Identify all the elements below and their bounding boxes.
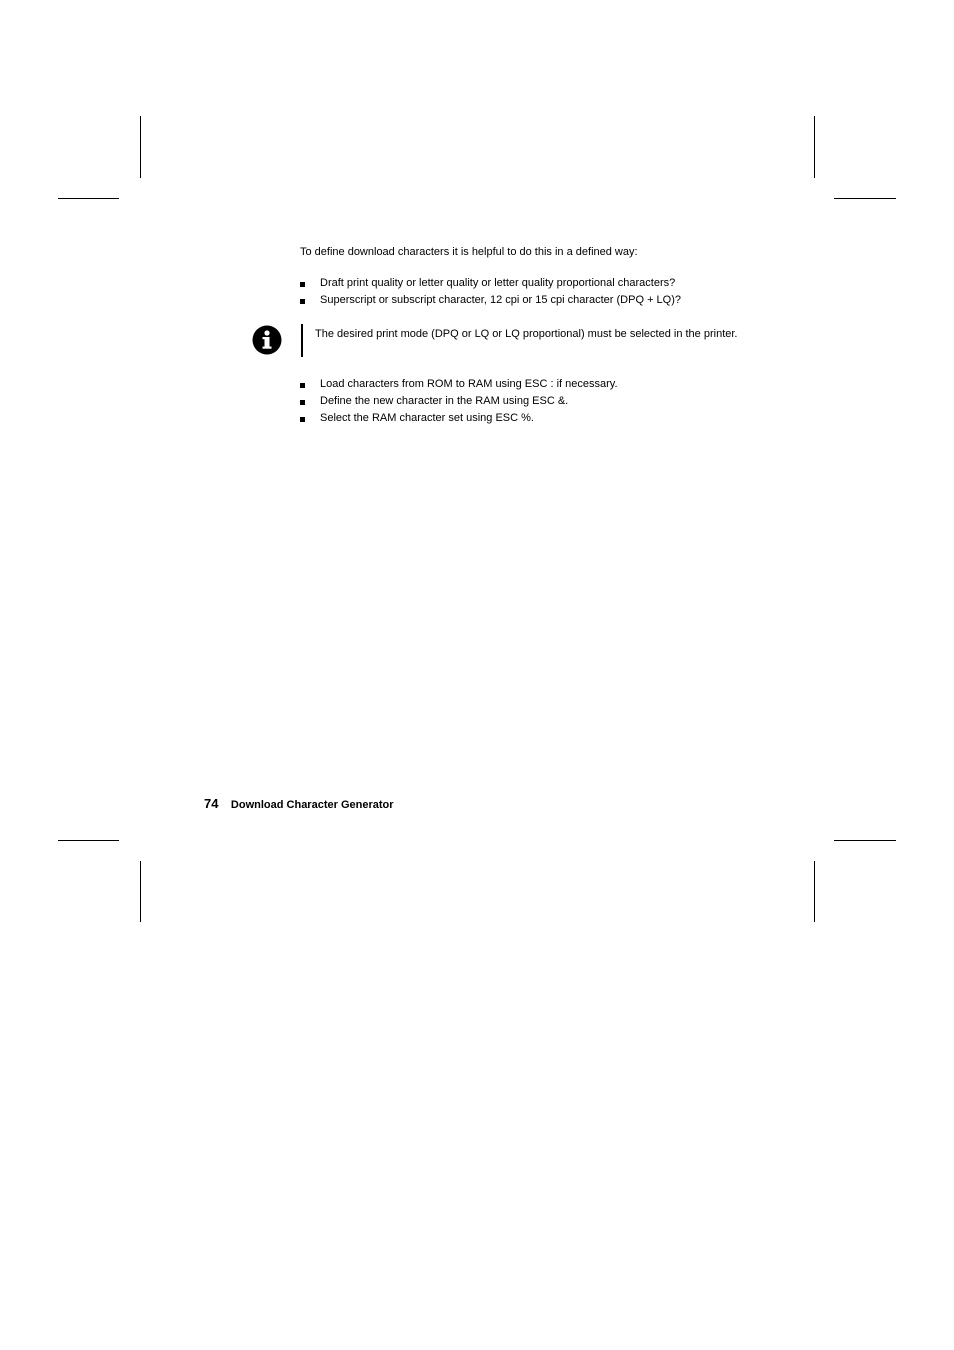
crop-mark-top-right-horizontal	[834, 198, 896, 199]
list-item-text: Load characters from ROM to RAM using ESC : if necessary.	[320, 378, 618, 390]
note-divider	[301, 324, 303, 357]
list-item	[300, 275, 681, 292]
list-item	[300, 292, 681, 309]
procedure-list	[300, 376, 618, 427]
bullet-square-icon	[300, 400, 305, 405]
intro-paragraph: To define download characters it is helpful to do this in a defined way:	[300, 246, 638, 258]
list-item-text: Draft print quality or letter quality or letter quality proportional characters?	[320, 277, 676, 289]
note-text: The desired print mode (DPQ or LQ or LQ proportional) must be selected in the printer.	[315, 328, 738, 340]
list-item	[300, 393, 618, 410]
page-number: 74	[204, 796, 219, 811]
list-item	[300, 376, 618, 393]
info-icon	[252, 325, 282, 355]
footer-title: Download Character Generator	[230, 799, 394, 811]
bullet-square-icon	[300, 299, 305, 304]
crop-mark-top-right-vertical	[814, 116, 815, 178]
bullet-square-icon	[300, 282, 305, 287]
list-item-text: Select the RAM character set using ESC %.	[320, 412, 534, 424]
page-footer	[204, 795, 394, 813]
crop-mark-top-left-vertical	[140, 116, 141, 178]
list-item	[300, 410, 618, 427]
list-item-text: Superscript or subscript character, 12 cpi or 15 cpi character (DPQ + LQ)?	[320, 294, 682, 306]
bullet-square-icon	[300, 417, 305, 422]
requirements-list	[300, 275, 681, 309]
crop-mark-bottom-right-vertical	[814, 861, 815, 922]
bullet-square-icon	[300, 383, 305, 388]
crop-mark-bottom-left-horizontal	[58, 840, 119, 841]
list-item-text: Define the new character in the RAM using ESC &.	[320, 395, 569, 407]
crop-mark-bottom-right-horizontal	[834, 840, 896, 841]
crop-mark-bottom-left-vertical	[140, 861, 141, 922]
crop-mark-top-left-horizontal	[58, 198, 119, 199]
